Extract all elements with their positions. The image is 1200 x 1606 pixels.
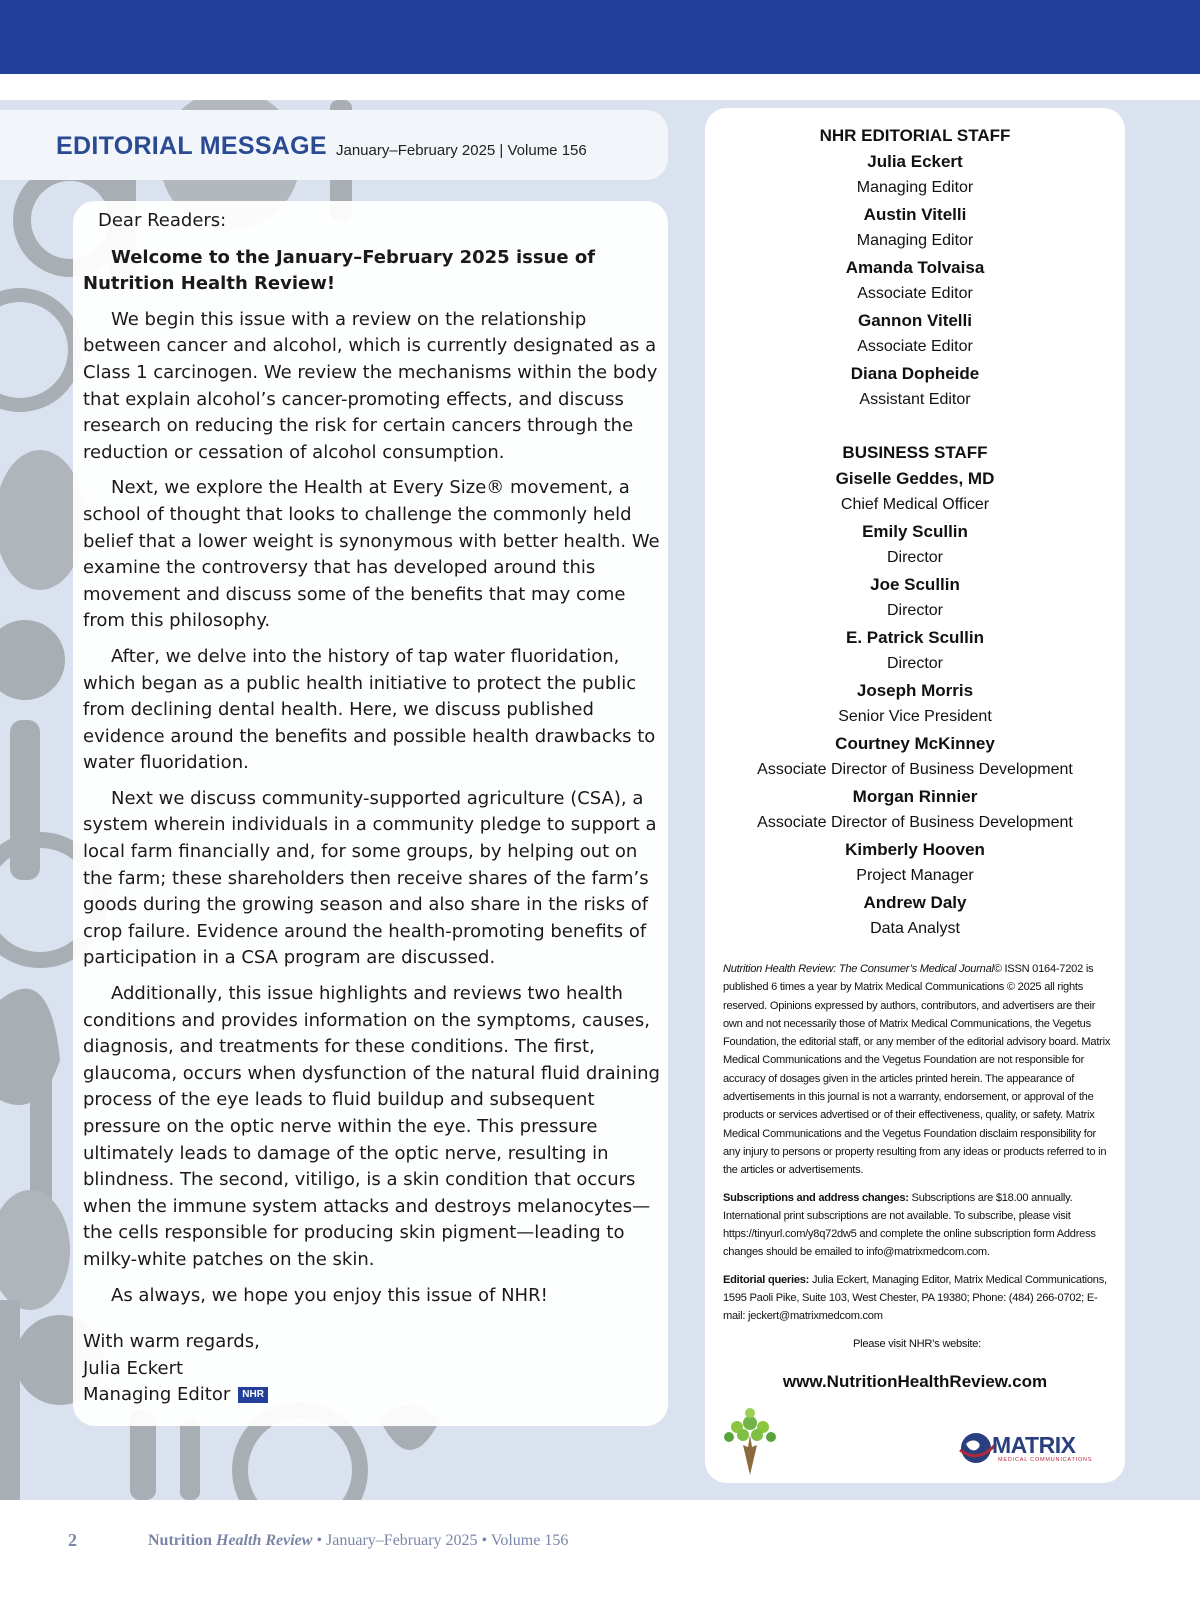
editorial-letter	[83, 208, 663, 1318]
staff-name: Giselle Geddes, MD	[835, 469, 995, 488]
business-staff-heading: BUSINESS STAFF	[842, 443, 988, 462]
letter-signature	[83, 1329, 643, 1409]
footer-pub-plain: Nutrition	[148, 1532, 212, 1549]
matrix-logo	[958, 1430, 1100, 1466]
spacer	[705, 413, 1125, 441]
queries-text: Julia Eckert, Managing Editor, Matrix Medical Communications, 1595 Paoli Pike, Suite 103, West Chester, PA 19380; Phone: (484) 266-0702; E-mail: jeckert@matrixmedcom.com	[723, 1273, 1107, 1323]
visit-text: Please visit NHR’s website:	[852, 1337, 982, 1350]
staff-list	[705, 124, 1125, 942]
staff-role: Associate Editor	[857, 285, 973, 302]
editorial-staff-heading: NHR EDITORIAL STAFF	[819, 126, 1011, 145]
staff-name: Julia Eckert	[867, 152, 963, 171]
staff-role: Data Analyst	[870, 920, 960, 937]
journal-title: Nutrition Health Review: The Consumer’s Medical Journal	[723, 963, 994, 975]
staff-role: Chief Medical Officer	[840, 496, 990, 513]
staff-name: Kimberly Hooven	[845, 840, 985, 859]
footer-pub-italic: Health Review	[216, 1532, 313, 1549]
signer-title: Managing Editor	[83, 1384, 231, 1406]
subscriptions-label: Subscriptions and address changes:	[723, 1191, 909, 1204]
staff-name: Joe Scullin	[870, 575, 960, 594]
website-link[interactable]: www.NutritionHealthReview.com	[782, 1372, 1048, 1391]
staff-role: Project Manager	[856, 867, 974, 884]
staff-name: Amanda Tolvaisa	[845, 258, 985, 277]
page-footer	[0, 1530, 1200, 1554]
staff-name: Austin Vitelli	[863, 205, 967, 224]
staff-name: Gannon Vitelli	[858, 311, 972, 330]
signer-name: Julia Eckert	[83, 1357, 184, 1379]
queries-block	[723, 1271, 1111, 1326]
page-number: 2	[68, 1530, 77, 1550]
letter-paragraph: We begin this issue with a review on the relationship between cancer and alcohol, which is currently designated as a Class 1 carcinogen. We review the mechanisms within the body that explain alcohol’s cancer-promoting effects, and discuss research on reducing the risk for certain cancers through the reduction or cessation of alcohol consumption.	[83, 308, 658, 463]
staff-role: Senior Vice President	[838, 708, 992, 725]
section-title: EDITORIAL MESSAGE	[56, 132, 327, 160]
staff-role: Associate Director of Business Development	[757, 761, 1073, 778]
staff-name: Courtney McKinney	[835, 734, 995, 753]
footer-pub-name	[148, 1532, 312, 1549]
issue-info: January–February 2025 | Volume 156	[336, 142, 587, 159]
matrix-subtitle: MEDICAL COMMUNICATIONS	[998, 1457, 1093, 1463]
subscriptions-text: Subscriptions are $18.00 annually. International print subscriptions are not available. To subscribe, please visit https://tinyurl.com/y8q72dw5 and complete the online subscription form Address changes should be emailed to info@matrixmedcom.com.	[723, 1191, 1096, 1259]
staff-role: Assistant Editor	[859, 391, 971, 408]
staff-name: Andrew Daly	[863, 893, 967, 912]
staff-role: Managing Editor	[856, 179, 974, 196]
letter-paragraph: After, we delve into the history of tap water fluoridation, which began as a public health initiative to protect the public from declining dental health. Here, we discuss published evidence around the benefits and possible health drawbacks to water fluoridation.	[83, 645, 656, 774]
letter-paragraph: As always, we hope you enjoy this issue of NHR!	[111, 1284, 548, 1306]
queries-label: Editorial queries:	[723, 1273, 810, 1286]
disclaimer-block	[723, 960, 1111, 1180]
letter-paragraph: Additionally, this issue highlights and reviews two health conditions and provides information on the symptoms, causes, diagnosis, and treatments for these conditions. The first, glaucoma, occurs when dysfunction of the natural fluid draining process of the eye leads to fluid buildup and subsequent pressure on the optic nerve within the eye. This pressure ultimately leads to damage of the optic nerve, resulting in blindness. The second, vitiligo, is a skin condition that occurs when the immune system attacks and destroys melanocytes—the cells responsible for producing skin pigment—leading to milky-white patches on the skin.	[83, 983, 660, 1270]
fine-print	[723, 960, 1111, 1362]
letter-paragraph: Next we discuss community-supported agriculture (CSA), a system wherein individuals in a community pledge to support a local farm financially and, for some groups, by helping out on the farm; these shareholders then receive shares of the farm’s goods during the growing season and also share in the risks of crop failure. Evidence around the health-promoting benefits of participation in a CSA program are discussed.	[83, 787, 657, 969]
staff-role: Managing Editor	[856, 232, 974, 249]
staff-name: Joseph Morris	[856, 681, 974, 700]
top-color-band	[0, 0, 1200, 74]
staff-role: Director	[886, 602, 943, 619]
nhr-badge: NHR	[238, 1387, 268, 1403]
staff-role: Director	[886, 549, 943, 566]
staff-name: Emily Scullin	[862, 522, 968, 541]
matrix-wordmark: MATRIX	[992, 1432, 1076, 1458]
staff-role: Associate Editor	[857, 338, 973, 355]
staff-name: E. Patrick Scullin	[846, 628, 984, 647]
letter-welcome: Welcome to the January–February 2025 issue of Nutrition Health Review!	[83, 246, 596, 295]
tree-logo	[715, 1405, 785, 1475]
disclaimer-text: © ISSN 0164-7202 is published 6 times a year by Matrix Medical Communications © 2025 all rights reserved. Opinions expressed by authors, contributors, and advertisers are their own and not necessarily those of Matrix Medical Communications, the Vegetus Foundation, the editorial staff, or any member of the editorial advisory board. Matrix Medical Communications and the Vegetus Foundation are not responsible for accuracy of dosages given in the articles printed herein. The appearance of advertisements in this journal is not a warranty, endorsement, or approval of the products or services advertised or of their effectiveness, quality, or safety. Matrix Medical Communications and the Vegetus Foundation disclaim responsibility for any injury to persons or property resulting from any ideas or products referred to in the articles or advertisements.	[723, 963, 1111, 1177]
subscriptions-block	[723, 1189, 1111, 1262]
letter-paragraph: Next, we explore the Health at Every Size® movement, a school of thought that looks to challenge the commonly held belief that a lower weight is synonymous with better health. We examine the controversy that has developed around this movement and discuss some of the benefits that may come from this philosophy.	[83, 477, 660, 632]
letter-closing: With warm regards,	[83, 1331, 260, 1352]
staff-role: Director	[886, 655, 943, 672]
footer-issue: • January–February 2025 • Volume 156	[312, 1532, 569, 1549]
staff-name: Morgan Rinnier	[852, 787, 978, 806]
staff-name: Diana Dopheide	[850, 364, 980, 383]
footer-publication	[148, 1532, 568, 1550]
signer-title-line	[83, 1382, 643, 1409]
staff-role: Associate Director of Business Development	[757, 814, 1073, 831]
letter-greeting: Dear Readers:	[98, 210, 227, 231]
